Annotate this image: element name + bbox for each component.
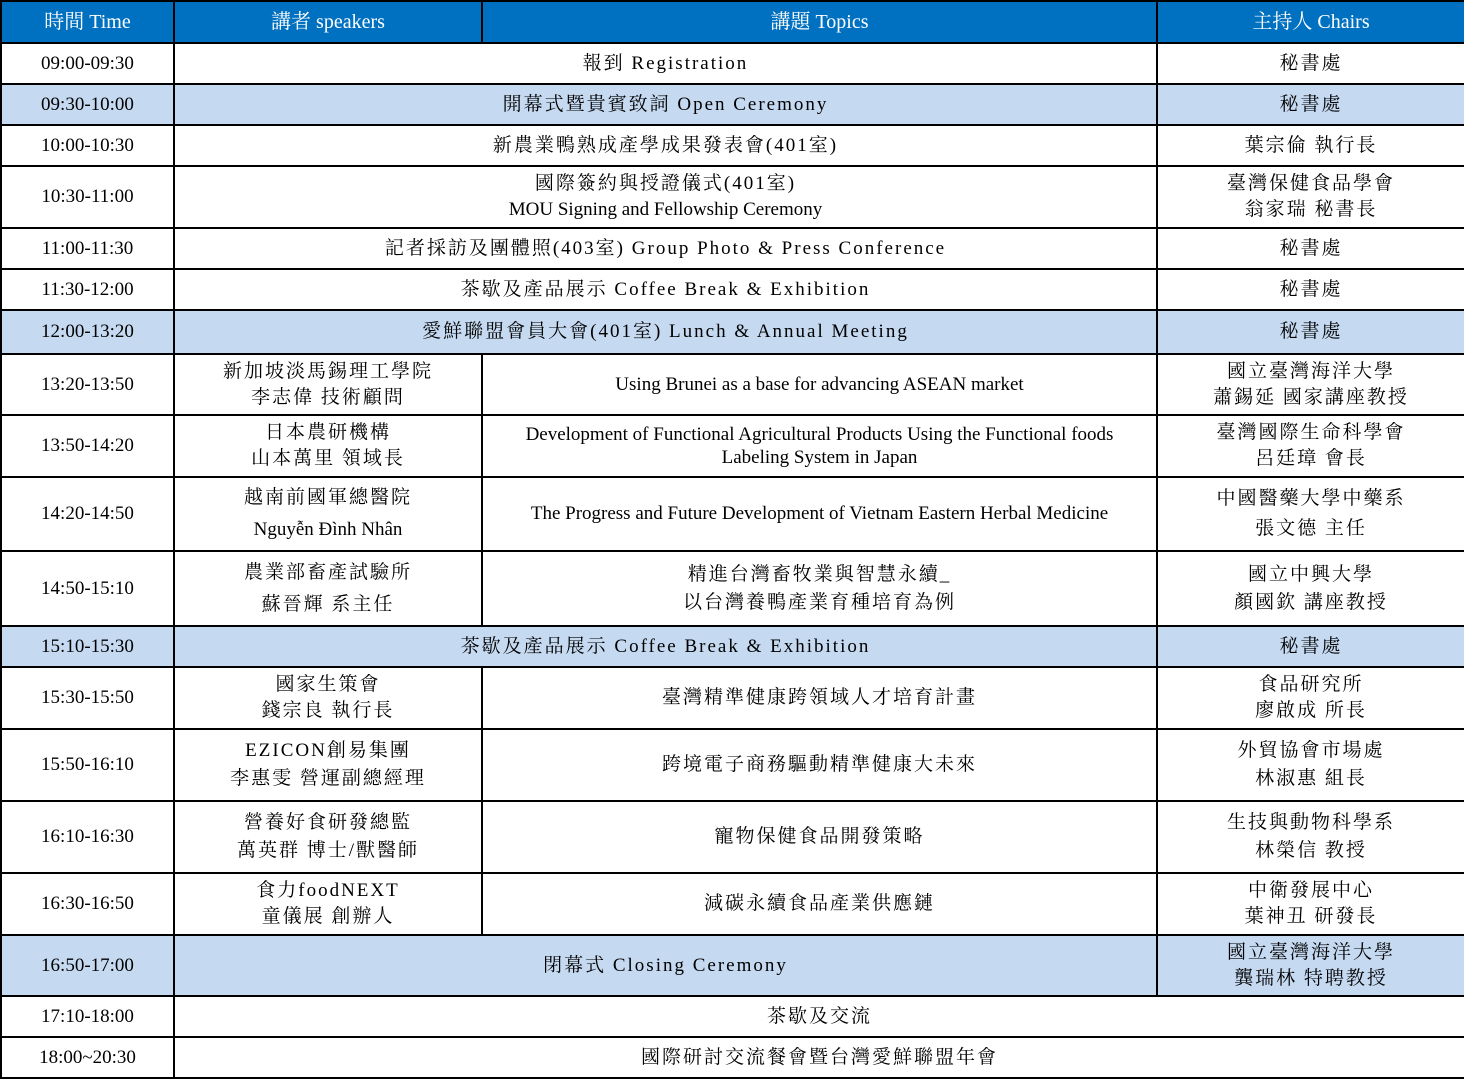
speaker-name: 李惠雯 營運副總經理 [230, 768, 426, 789]
table-row [1, 166, 1464, 228]
chair-cell: 秘書處 [1157, 269, 1464, 310]
topic-line-1: Development of Functional Agricultural Products Using the Functional foods [525, 424, 1114, 445]
time-cell: 14:20-14:50 [1, 477, 174, 551]
chair-cell: 秘書處 [1157, 228, 1464, 269]
time-cell: 12:00-13:20 [1, 310, 174, 354]
chair-cell: 秘書處 [1157, 310, 1464, 354]
chair-person: 顏國欽 講座教授 [1234, 591, 1388, 613]
speaker-org: EZICON創易集團 [245, 740, 411, 761]
table-row [1, 415, 1464, 477]
table-row [1, 228, 1464, 269]
table-row [1, 729, 1464, 801]
full-width-cell: 國際研討交流餐會暨台灣愛鮮聯盟年會 [174, 1037, 1464, 1078]
table-row [1, 84, 1464, 125]
table-row [1, 873, 1464, 935]
chair-cell [1157, 477, 1464, 551]
speaker-name: 錢宗良 執行長 [261, 700, 395, 721]
topic-cell: Using Brunei as a base for advancing ASEAN market [482, 354, 1157, 415]
session-cell: 茶歇及產品展示 Coffee Break & Exhibition [174, 626, 1157, 667]
chair-cell [1157, 166, 1464, 228]
session-cell: 新農業鴨熟成產學成果發表會(401室) [174, 125, 1157, 166]
time-cell: 10:30-11:00 [1, 166, 174, 228]
session-cell [174, 166, 1157, 228]
time-cell: 16:30-16:50 [1, 873, 174, 935]
full-width-cell: 茶歇及交流 [174, 996, 1464, 1037]
session-cell: 記者採訪及團體照(403室) Group Photo & Press Conference [174, 228, 1157, 269]
chair-person: 葉神丑 研發長 [1244, 906, 1378, 927]
speaker-org: 食力foodNEXT [256, 880, 400, 901]
table-row [1, 551, 1464, 626]
chair-org: 國立中興大學 [1247, 563, 1374, 585]
table-row [1, 626, 1464, 667]
speaker-org: 農業部畜產試驗所 [243, 561, 412, 583]
chair-org: 國立臺灣海洋大學 [1226, 360, 1395, 382]
speaker-name: 李志偉 技術顧問 [251, 386, 405, 408]
time-cell: 18:00~20:30 [1, 1037, 174, 1078]
chair-cell [1157, 667, 1464, 729]
chair-person: 翁家瑞 秘書長 [1244, 199, 1378, 220]
chair-cell [1157, 551, 1464, 626]
chair-cell [1157, 801, 1464, 873]
speaker-name: 山本萬里 領域長 [251, 448, 405, 469]
time-cell: 11:30-12:00 [1, 269, 174, 310]
chair-person: 林榮信 教授 [1255, 840, 1367, 861]
speaker-org: 日本農研機構 [264, 422, 391, 443]
session-cell: 茶歇及產品展示 Coffee Break & Exhibition [174, 269, 1157, 310]
time-cell: 11:00-11:30 [1, 228, 174, 269]
topic-cell: 減碳永續食品產業供應鏈 [482, 873, 1157, 935]
chair-cell [1157, 935, 1464, 996]
table-row [1, 935, 1464, 996]
speaker-name: 童儀展 創辦人 [261, 906, 395, 927]
topic-cell: 臺灣精準健康跨領域人才培育計畫 [482, 667, 1157, 729]
speaker-cell [174, 729, 482, 801]
chair-cell: 秘書處 [1157, 84, 1464, 125]
header-row [1, 1, 1464, 43]
speaker-cell [174, 873, 482, 935]
header-speakers: 講者 speakers [174, 1, 482, 43]
chair-org: 國立臺灣海洋大學 [1226, 941, 1395, 963]
time-cell: 13:50-14:20 [1, 415, 174, 477]
session-cell: 開幕式暨貴賓致詞 Open Ceremony [174, 84, 1157, 125]
chair-org: 中衛發展中心 [1247, 880, 1374, 901]
time-cell: 15:30-15:50 [1, 667, 174, 729]
table-row [1, 1037, 1464, 1078]
speaker-name: 萬英群 博士/獸醫師 [236, 840, 420, 861]
speaker-cell [174, 415, 482, 477]
chair-org: 臺灣國際生命科學會 [1216, 422, 1406, 443]
speaker-cell [174, 477, 482, 551]
chair-person: 林淑惠 組長 [1255, 768, 1367, 789]
topic-line-2: 以台灣養鴨產業育種培育為例 [682, 591, 956, 613]
speaker-org: 營養好食研發總監 [243, 812, 412, 833]
chair-org: 外貿協會市場處 [1237, 740, 1385, 761]
chair-cell [1157, 729, 1464, 801]
session-line-1: 國際簽約與授證儀式(401室) [534, 173, 797, 194]
topic-cell [482, 415, 1157, 477]
speaker-org: 新加坡淡馬錫理工學院 [222, 360, 433, 382]
chair-person: 張文德 主任 [1255, 518, 1367, 539]
chair-org: 臺灣保健食品學會 [1226, 173, 1395, 194]
header-time: 時間 Time [1, 1, 174, 43]
table-row [1, 996, 1464, 1037]
topic-cell: 寵物保健食品開發策略 [482, 801, 1157, 873]
session-line-2: MOU Signing and Fellowship Ceremony [508, 199, 823, 220]
table-row [1, 125, 1464, 166]
chair-org: 中國醫藥大學中藥系 [1216, 488, 1406, 509]
time-cell: 17:10-18:00 [1, 996, 174, 1037]
time-cell: 15:50-16:10 [1, 729, 174, 801]
header-topics: 講題 Topics [482, 1, 1157, 43]
speaker-cell [174, 551, 482, 626]
chair-org: 生技與動物科學系 [1226, 812, 1395, 833]
speaker-cell [174, 801, 482, 873]
time-cell: 15:10-15:30 [1, 626, 174, 667]
chair-cell [1157, 415, 1464, 477]
table-row [1, 667, 1464, 729]
session-cell: 報到 Registration [174, 43, 1157, 84]
table-row [1, 43, 1464, 84]
time-cell: 16:50-17:00 [1, 935, 174, 996]
header-chairs: 主持人 Chairs [1157, 1, 1464, 43]
chair-cell [1157, 873, 1464, 935]
time-cell: 09:00-09:30 [1, 43, 174, 84]
topic-cell [482, 551, 1157, 626]
session-cell: 愛鮮聯盟會員大會(401室) Lunch & Annual Meeting [174, 310, 1157, 354]
speaker-cell [174, 667, 482, 729]
table-row [1, 801, 1464, 873]
table-row [1, 310, 1464, 354]
chair-person: 廖啟成 所長 [1255, 700, 1367, 721]
time-cell: 16:10-16:30 [1, 801, 174, 873]
speaker-name: 蘇晉輝 系主任 [261, 593, 395, 615]
speaker-cell [174, 354, 482, 415]
topic-cell: The Progress and Future Development of Vietnam Eastern Herbal Medicine [482, 477, 1157, 551]
speaker-name: Nguyễn Đình Nhân [253, 519, 403, 540]
topic-line-2: Labeling System in Japan [721, 447, 918, 468]
table-row [1, 354, 1464, 415]
chair-person: 呂廷璋 會長 [1255, 448, 1367, 469]
chair-cell: 秘書處 [1157, 626, 1464, 667]
speaker-org: 越南前國軍總醫院 [243, 487, 412, 508]
chair-cell: 葉宗倫 執行長 [1157, 125, 1464, 166]
chair-org: 食品研究所 [1258, 674, 1364, 695]
topic-cell: 跨境電子商務驅動精準健康大未來 [482, 729, 1157, 801]
time-cell: 13:20-13:50 [1, 354, 174, 415]
chair-cell: 秘書處 [1157, 43, 1464, 84]
time-cell: 09:30-10:00 [1, 84, 174, 125]
topic-line-1: 精進台灣畜牧業與智慧永續_ [687, 563, 952, 585]
speaker-org: 國家生策會 [275, 674, 381, 695]
time-cell: 10:00-10:30 [1, 125, 174, 166]
chair-cell [1157, 354, 1464, 415]
chair-person: 蕭錫延 國家講座教授 [1213, 386, 1409, 408]
chair-person: 龔瑞林 特聘教授 [1234, 967, 1388, 989]
table-row [1, 269, 1464, 310]
table-row [1, 477, 1464, 551]
session-cell: 閉幕式 Closing Ceremony [174, 935, 1157, 996]
time-cell: 14:50-15:10 [1, 551, 174, 626]
